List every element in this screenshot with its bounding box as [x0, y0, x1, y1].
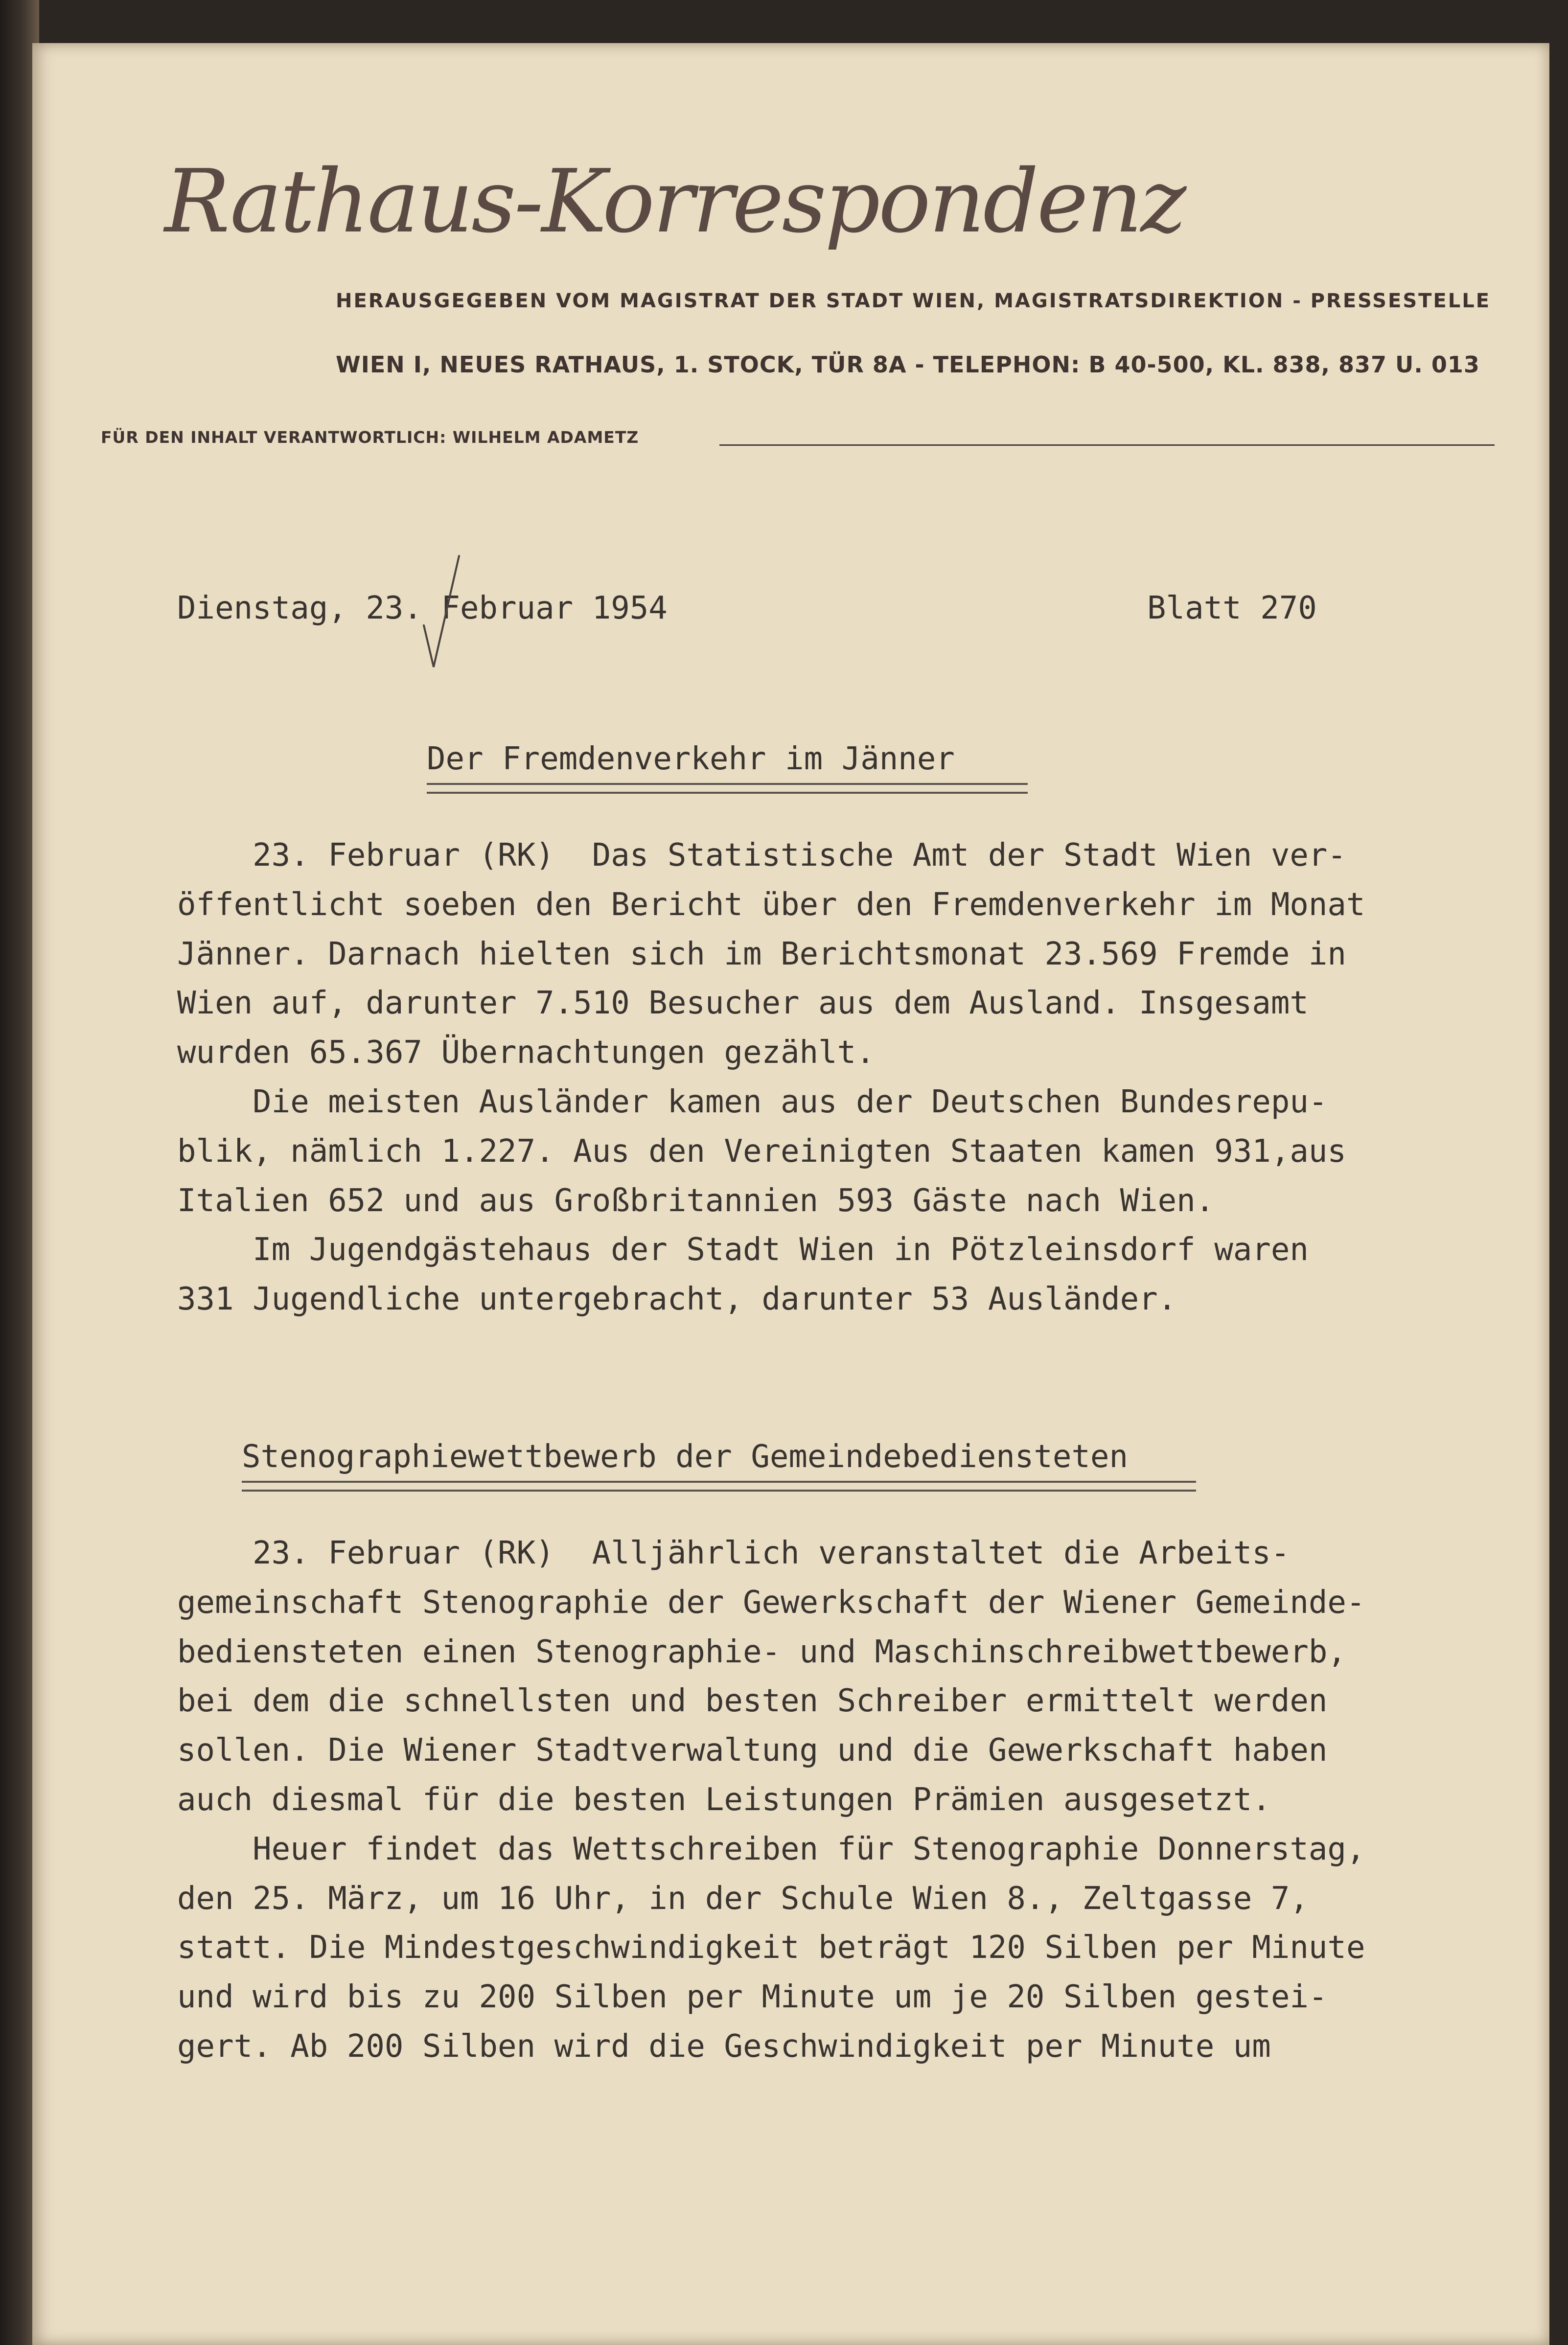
publisher-line: HERAUSGEGEBEN VOM MAGISTRAT DER STADT WIEN, MAGISTRATSDIREKTION - PRESSESTELLE	[336, 290, 1491, 312]
text-line: Wien auf, darunter 7.510 Besucher aus dem Ausland. Insgesamt	[177, 985, 1309, 1022]
issue-date: Dienstag, 23. Februar 1954	[177, 590, 668, 626]
text-line: Die meisten Ausländer kamen aus der Deutschen Bundesrepu-	[177, 1083, 1328, 1120]
text-line: 23. Februar (RK) Das Statistische Amt der Stadt Wien ver-	[177, 837, 1346, 874]
address-line: WIEN I, NEUES RATHAUS, 1. STOCK, TÜR 8A - TELEPHON: B 40-500, KL. 838, 837 U. 013	[336, 351, 1480, 378]
title-double-rule	[427, 783, 1028, 794]
text-line: öffentlicht soeben den Bericht über den Fremdenverkehr im Monat	[177, 886, 1365, 923]
text-line: blik, nämlich 1.227. Aus den Vereinigten Staaten kamen 931,aus	[177, 1133, 1346, 1170]
text-line: 331 Jugendliche untergebracht, darunter 53 Ausländer.	[177, 1281, 1177, 1318]
title-double-rule	[242, 1481, 1196, 1492]
text-line: bediensteten einen Stenographie- und Maschinschreibwettbewerb,	[177, 1633, 1346, 1670]
sheet-number: Blatt 270	[1147, 590, 1317, 626]
text-line: auch diesmal für die besten Leistungen Prämien ausgesetzt.	[177, 1781, 1271, 1818]
header-rule	[719, 444, 1495, 446]
article-body	[177, 831, 1469, 1324]
text-line: Jänner. Darnach hielten sich im Berichtsmonat 23.569 Fremde in	[177, 936, 1346, 972]
masthead-title: Rathaus-Korrespondenz	[164, 151, 1185, 252]
responsible-line: FÜR DEN INHALT VERANTWORTLICH: WILHELM ADAMETZ	[101, 428, 639, 447]
text-line: den 25. März, um 16 Uhr, in der Schule Wien 8., Zeltgasse 7,	[177, 1880, 1309, 1917]
text-line: wurden 65.367 Übernachtungen gezählt.	[177, 1035, 875, 1071]
article-title: Stenographiewettbewerb der Gemeindebediensteten	[242, 1439, 1128, 1475]
text-line: und wird bis zu 200 Silben per Minute um je 20 Silben gestei-	[177, 1979, 1328, 2016]
text-line: Heuer findet das Wettschreiben für Stenographie Donnerstag,	[177, 1831, 1365, 1867]
article-body	[177, 1529, 1469, 2071]
text-line: Italien 652 und aus Großbritannien 593 Gäste nach Wien.	[177, 1182, 1215, 1219]
text-line: gemeinschaft Stenographie der Gewerkschaft der Wiener Gemeinde-	[177, 1584, 1365, 1621]
text-line: gert. Ab 200 Silben wird die Geschwindigkeit per Minute um	[177, 2028, 1271, 2065]
handwritten-check-mark	[419, 552, 463, 669]
text-line: Im Jugendgästehaus der Stadt Wien in Pötzleinsdorf waren	[177, 1232, 1309, 1268]
text-line: 23. Februar (RK) Alljährlich veranstaltet die Arbeits-	[177, 1535, 1290, 1571]
text-line: sollen. Die Wiener Stadtverwaltung und die Gewerkschaft haben	[177, 1732, 1328, 1769]
text-line: statt. Die Mindestgeschwindigkeit beträgt 120 Silben per Minute	[177, 1930, 1365, 1966]
text-line: bei dem die schnellsten und besten Schreiber ermittelt werden	[177, 1683, 1328, 1720]
article-title: Der Fremdenverkehr im Jänner	[427, 741, 955, 777]
document-page	[32, 43, 1549, 2345]
